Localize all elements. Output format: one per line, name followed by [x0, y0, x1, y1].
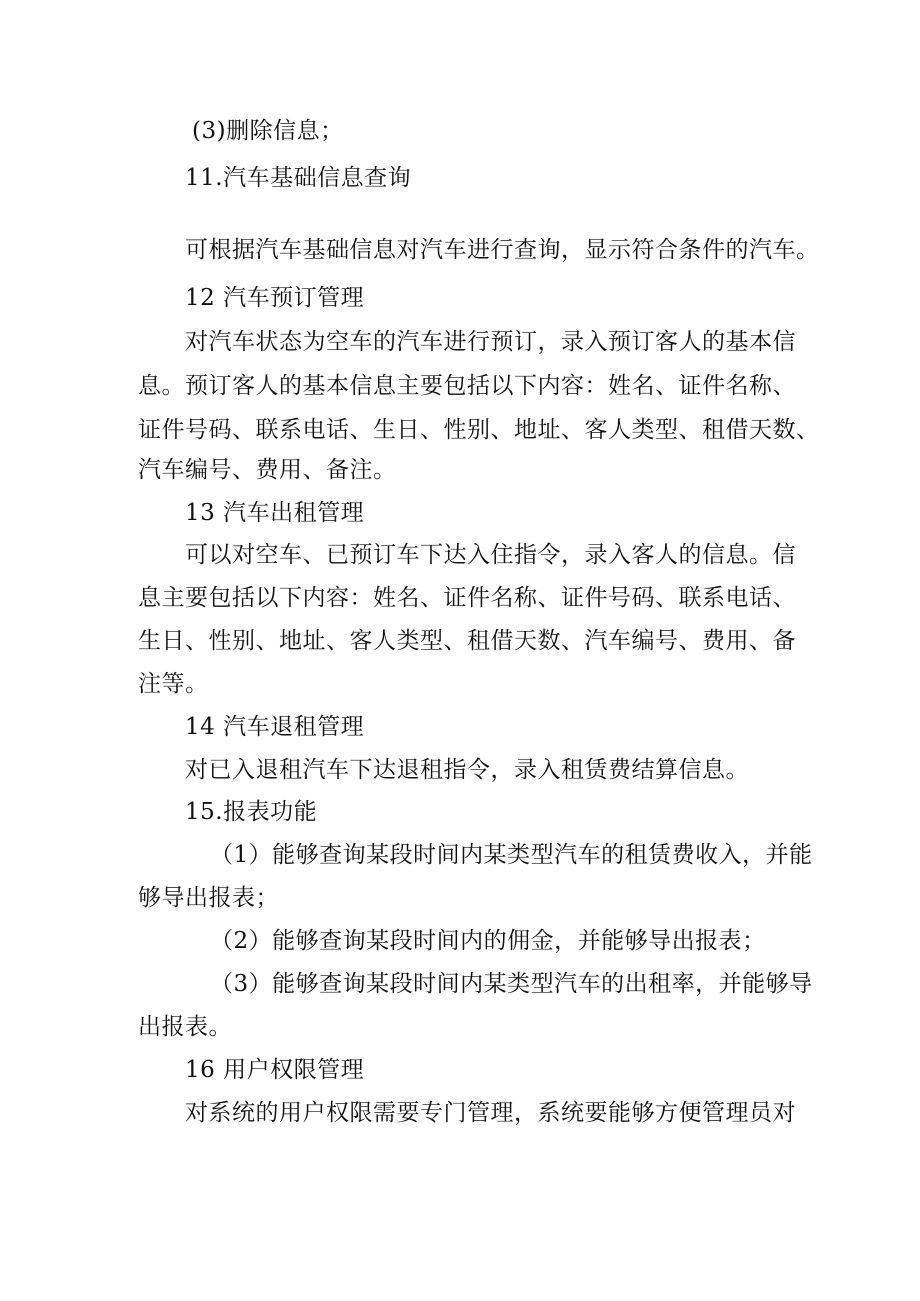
paragraph-line: 证件号码、联系电话、生日、性别、地址、客人类型、租借天数、 — [138, 417, 820, 443]
section-heading: 15.报表功能 — [185, 799, 318, 825]
paragraph-line: 息主要包括以下内容：姓名、证件名称、证件号码、联系电话、 — [138, 585, 796, 611]
paragraph-line: 对系统的用户权限需要专门管理，系统要能够方便管理员对 — [185, 1100, 796, 1126]
paragraph-line: 生日、性别、地址、客人类型、租借天数、汽车编号、费用、备 — [138, 628, 796, 654]
section-heading: 13 汽车出租管理 — [185, 500, 365, 526]
paragraph-line: 注等。 — [138, 671, 209, 697]
section-heading: 12 汽车预订管理 — [185, 285, 365, 311]
paragraph-line: 对已入退租汽车下达退租指令，录入租赁费结算信息。 — [185, 757, 749, 783]
list-item: 够导出报表； — [138, 885, 279, 911]
list-item: 出报表。 — [138, 1014, 232, 1040]
paragraph-line: 可根据汽车基础信息对汽车进行查询，显示符合条件的汽车。 — [185, 237, 820, 263]
list-item: （1）能够查询某段时间内某类型汽车的租赁费收入，并能 — [210, 842, 813, 868]
section-heading: 14 汽车退租管理 — [185, 714, 365, 740]
section-heading: 16 用户权限管理 — [185, 1057, 365, 1083]
section-heading: 11.汽车基础信息查询 — [185, 165, 412, 191]
paragraph-line: 对汽车状态为空车的汽车进行预订，录入预订客人的基本信 — [185, 329, 796, 355]
paragraph-line: 可以对空车、已预订车下达入住指令，录入客人的信息。信 — [185, 542, 796, 568]
list-item: (3)删除信息； — [192, 118, 344, 144]
paragraph-line: 息。预订客人的基本信息主要包括以下内容：姓名、证件名称、 — [138, 373, 796, 399]
paragraph-line: 汽车编号、费用、备注。 — [138, 457, 397, 483]
list-item: （2）能够查询某段时间内的佣金，并能够导出报表； — [210, 928, 766, 954]
list-item: （3）能够查询某段时间内某类型汽车的出租率，并能够导 — [210, 971, 813, 997]
